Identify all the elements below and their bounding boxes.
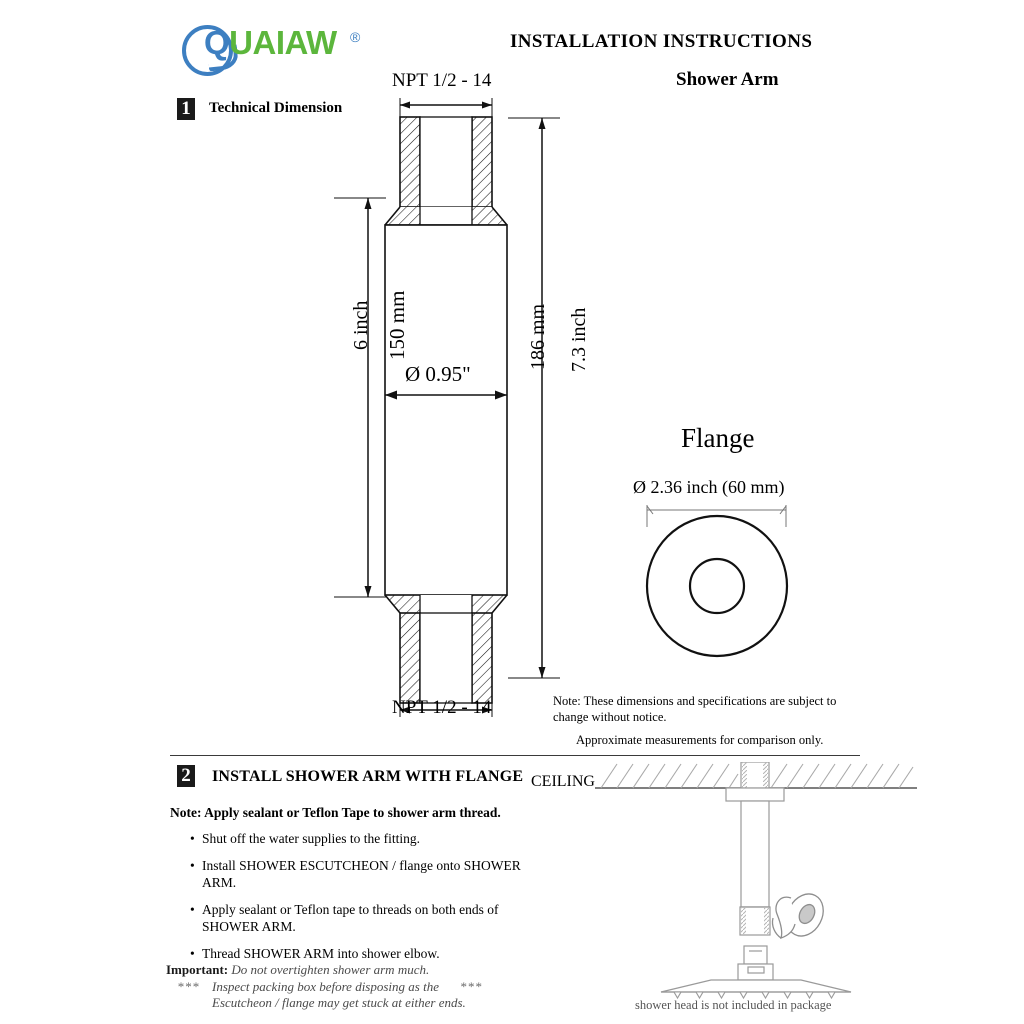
section-divider [170, 755, 860, 756]
npt-top-label: NPT 1/2 - 14 [392, 70, 492, 91]
spec-change-note: Note: These dimensions and specifications are subject to change without notice. [553, 694, 837, 724]
teflon-tape-icon [772, 888, 830, 943]
shower-head-caption: shower head is not included in package [635, 998, 832, 1012]
flange-drawing [640, 500, 820, 660]
flange-diameter-label: Ø 2.36 inch (60 mm) [633, 477, 785, 497]
shower-arm-technical-drawing [320, 95, 610, 720]
ceiling-installation-drawing [595, 762, 925, 1002]
logo-wordmark-rest: UAIAW [229, 24, 337, 61]
list-item: • Shut off the water supplies to the fitting. [190, 830, 550, 848]
stars-right: *** [460, 978, 483, 994]
logo-wordmark [204, 24, 337, 62]
important-note [166, 962, 566, 1012]
important-line-3: Escutcheon / flange may get stuck at either ends. [212, 995, 466, 1011]
ceiling-label: CEILING [531, 773, 595, 790]
installation-steps-list [190, 830, 550, 971]
list-item: • Apply sealant or Teflon tape to threads on both ends of SHOWER ARM. [190, 901, 550, 936]
brand-logo [182, 24, 372, 70]
overall-mm-label: 186 mm [527, 303, 549, 370]
section-2-title: INSTALL SHOWER ARM WITH FLANGE [212, 768, 524, 785]
important-label: Important: [166, 962, 229, 977]
approximate-note: Approximate measurements for comparison only. [576, 733, 824, 747]
sealant-note: Note: Apply sealant or Teflon Tape to shower arm thread. [170, 805, 501, 820]
overall-inch-label: 7.3 inch [568, 307, 590, 372]
page-title: INSTALLATION INSTRUCTIONS [510, 31, 813, 52]
important-line-2: Inspect packing box before disposing as the [212, 978, 439, 994]
npt-bottom-label: NPT 1/2 - 14 [392, 697, 492, 718]
registered-trademark-icon: ® [350, 29, 361, 45]
list-item: • Install SHOWER ESCUTCHEON / flange onto SHOWER ARM. [190, 857, 550, 892]
flange-title: Flange [681, 423, 755, 453]
length-inch-label: 6 inch [350, 300, 372, 350]
stars-left: *** [177, 978, 201, 994]
list-item: • Thread SHOWER ARM into shower elbow. [190, 945, 550, 963]
length-mm-label: 150 mm [385, 290, 409, 360]
diameter-label: Ø 0.95" [405, 362, 471, 386]
section-1-number: 1 [177, 98, 195, 120]
logo-letter-q: Q [204, 24, 230, 61]
product-title: Shower Arm [676, 69, 779, 90]
important-line-1: Do not overtighten shower arm much. [231, 962, 430, 977]
section-1-title: Technical Dimension [209, 100, 343, 116]
section-2-number: 2 [177, 765, 195, 787]
